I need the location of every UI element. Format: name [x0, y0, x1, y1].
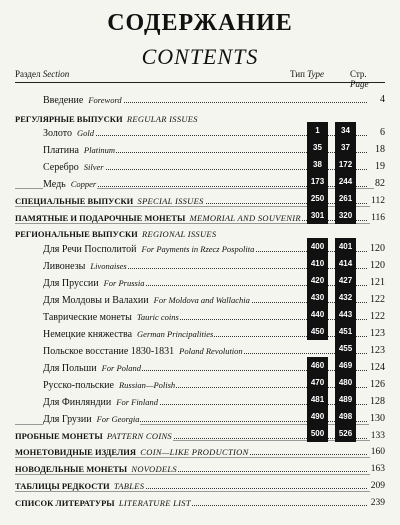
type-start-badge: 490 [307, 408, 328, 425]
type-end-badge: 320 [335, 207, 356, 224]
page-header: Стр. Page [350, 69, 369, 89]
entry-label [43, 363, 142, 374]
type-start-badge: 1 [307, 122, 328, 139]
entry-title-ru: ПРОБНЫЕ МОНЕТЫ [15, 431, 103, 441]
page-number: 163 [370, 461, 385, 477]
page-number: 126 [369, 377, 385, 393]
type-start-badge: 450 [307, 323, 328, 340]
entry-label [43, 162, 105, 173]
section-divider [15, 491, 385, 492]
page-number: 121 [369, 275, 385, 291]
page-title-ru: СОДЕРЖАНИЕ [107, 10, 293, 36]
column-header [15, 68, 385, 89]
entry-label [15, 213, 302, 223]
entry-title-ru: Для Пруссии [43, 278, 99, 289]
page-number: 120 [369, 241, 385, 257]
entry-title-ru: Русско-польские [43, 380, 114, 391]
entry-label [43, 128, 95, 139]
page-number: 120 [369, 258, 385, 274]
type-start-badge: 301 [307, 207, 328, 224]
toc-entry[interactable] [43, 142, 385, 158]
entry-label [15, 498, 192, 508]
page-number: 133 [370, 428, 385, 444]
entry-title-ru: Для Польши [43, 363, 97, 374]
toc-entry[interactable] [43, 394, 385, 410]
type-start-badge: 470 [307, 374, 328, 391]
entry-title-en: For Finland [116, 397, 159, 407]
entry-title-en: MEMORIAL AND SOUVENIR [189, 213, 301, 223]
type-start-badge: 500 [307, 425, 328, 442]
entry-label [43, 380, 176, 391]
entry-label [15, 114, 199, 124]
page-number: 18 [374, 142, 385, 158]
type-end-badge: 451 [335, 323, 356, 340]
toc-entry[interactable] [43, 176, 385, 192]
entry-title-en: Copper [70, 179, 97, 189]
type-end-badge: 34 [335, 122, 356, 139]
entry-title-ru: Золото [43, 128, 72, 139]
page-number: 209 [370, 478, 385, 494]
section-header: Раздел Section [15, 69, 70, 79]
toc-entry[interactable] [15, 495, 385, 511]
entry-title-en: For Payments in Rzecz Pospolita [141, 244, 255, 254]
toc-entry[interactable] [43, 360, 385, 376]
type-end-badge: 443 [335, 306, 356, 323]
entry-title-en: REGIONAL ISSUES [141, 229, 217, 239]
page-number: 122 [369, 292, 385, 308]
section-divider [15, 457, 385, 458]
entry-title-ru: Для Финляндии [43, 397, 112, 408]
entry-label [43, 261, 128, 272]
type-end-badge: 480 [335, 374, 356, 391]
type-start-badge: 35 [307, 139, 328, 156]
entry-label [15, 464, 178, 474]
entry-label [43, 95, 123, 106]
entry-label [43, 414, 140, 425]
page-number: 19 [374, 159, 385, 175]
section-divider [15, 223, 385, 224]
page-number: 116 [370, 210, 385, 226]
toc-entry[interactable] [43, 292, 385, 308]
entry-label [43, 179, 97, 190]
page-number: 122 [369, 309, 385, 325]
entry-label [15, 229, 217, 239]
entry-label [43, 145, 116, 156]
entry-title-en: Poland Revolution [179, 346, 243, 356]
entry-title-en: For Moldova and Wallachia [153, 295, 250, 305]
entry-title-en: For Prussia [103, 278, 145, 288]
entry-label [43, 244, 255, 255]
entry-title-ru: НОВОДЕЛЬНЫЕ МОНЕТЫ [15, 464, 128, 474]
type-start-badge: 460 [307, 357, 328, 374]
type-start-badge: 250 [307, 190, 328, 207]
type-start-badge: 400 [307, 238, 328, 255]
entry-title-en: Russian—Polish [118, 380, 176, 390]
entry-title-ru: Введение [43, 95, 84, 106]
type-header: Тип Type [290, 69, 324, 79]
entry-label [15, 481, 145, 491]
toc-entry[interactable] [43, 258, 385, 274]
page-number: 130 [369, 411, 385, 427]
entry-title-en: Foreword [88, 95, 122, 105]
entry-label [43, 295, 251, 306]
page-number: 128 [369, 394, 385, 410]
entry-title-ru: Серебро [43, 162, 79, 173]
toc-entry[interactable] [43, 159, 385, 175]
type-end-badge: 261 [335, 190, 356, 207]
entry-title-ru: Для Молдовы и Валахии [43, 295, 149, 306]
page-number: 123 [369, 343, 385, 359]
entry-title-en: Platinum [83, 145, 116, 155]
section-divider [15, 474, 385, 475]
entry-title-ru: Немецкие княжества [43, 329, 133, 340]
entry-title-en: NOVODELS [131, 464, 177, 474]
entry-title-en: German Principalities [137, 329, 214, 339]
type-start-badge: 420 [307, 272, 328, 289]
entry-label [43, 329, 214, 340]
entry-title-ru: Медь [43, 179, 66, 190]
page-number: 6 [379, 125, 385, 141]
entry-label [43, 397, 159, 408]
page-title-en: CONTENTS [141, 44, 259, 69]
toc-entry[interactable] [43, 343, 385, 359]
entry-title-ru: СПЕЦИАЛЬНЫЕ ВЫПУСКИ [15, 196, 134, 206]
section-divider [15, 206, 385, 207]
page-number: 82 [374, 176, 385, 192]
entry-title-ru: МОНЕТОВИДНЫЕ ИЗДЕЛИЯ [15, 447, 137, 457]
type-end-badge: 469 [335, 357, 356, 374]
type-start-badge: 173 [307, 173, 328, 190]
type-end-badge: 455 [335, 340, 356, 357]
entry-title-en: Gold [76, 128, 94, 138]
entry-title-en: SPECIAL ISSUES [137, 196, 204, 206]
entry-label [15, 196, 205, 206]
toc-entry[interactable] [43, 309, 385, 325]
entry-title-en: LITERATURE LIST [118, 498, 191, 508]
page-number: 112 [370, 193, 385, 209]
type-end-badge: 37 [335, 139, 356, 156]
type-end-badge: 489 [335, 391, 356, 408]
entry-title-en: PATTERN COINS [106, 431, 172, 441]
type-end-badge: 498 [335, 408, 356, 425]
type-start-badge: 430 [307, 289, 328, 306]
entry-title-en: For Georgia [96, 414, 140, 424]
entry-title-ru: Для Грузии [43, 414, 92, 425]
type-start-badge: 38 [307, 156, 328, 173]
entry-label [15, 447, 250, 457]
entry-title-en: Livonaises [90, 261, 127, 271]
entry-title-ru: Ливонезы [43, 261, 86, 272]
entry-title-ru: СПИСОК ЛИТЕРАТУРЫ [15, 498, 115, 508]
toc-entry[interactable] [15, 226, 385, 242]
entry-label [43, 346, 244, 357]
entry-title-en: COIN—LIKE PRODUCTION [140, 447, 249, 457]
page-number: 239 [370, 495, 385, 511]
entry-title-en: For Poland [101, 363, 142, 373]
type-start-badge: 440 [307, 306, 328, 323]
entry-title-ru: РЕГИОНАЛЬНЫЕ ВЫПУСКИ [15, 229, 138, 239]
type-start-badge: 481 [307, 391, 328, 408]
type-end-badge: 414 [335, 255, 356, 272]
entry-title-ru: РЕГУЛЯРНЫЕ ВЫПУСКИ [15, 114, 123, 124]
entry-label [43, 278, 145, 289]
type-end-badge: 244 [335, 173, 356, 190]
entry-title-en: REGULAR ISSUES [126, 114, 198, 124]
page-number: 124 [369, 360, 385, 376]
toc-entry[interactable] [43, 241, 385, 257]
entry-title-en: Silver [83, 162, 104, 172]
page-number: 123 [369, 326, 385, 342]
type-end-badge: 427 [335, 272, 356, 289]
entry-title-en: TABLES [113, 481, 145, 491]
entry-title-ru: Для Речи Посполитой [43, 244, 137, 255]
entry-label [15, 431, 173, 441]
page-number: 4 [379, 92, 385, 108]
page-number: 160 [370, 444, 385, 460]
toc-entry[interactable] [43, 125, 385, 141]
toc-entry[interactable] [15, 428, 385, 444]
entry-title-ru: Платина [43, 145, 79, 156]
entry-title-ru: Польское восстание 1830-1831 [43, 346, 175, 357]
entry-title-ru: ПАМЯТНЫЕ И ПОДАРОЧНЫЕ МОНЕТЫ [15, 213, 186, 223]
entry-title-en: Tauric coins [136, 312, 179, 322]
type-start-badge: 410 [307, 255, 328, 272]
toc-entry[interactable] [43, 92, 385, 108]
type-end-badge: 401 [335, 238, 356, 255]
entry-title-ru: Таврические монеты [43, 312, 132, 323]
toc-entry[interactable] [43, 275, 385, 291]
type-end-badge: 172 [335, 156, 356, 173]
type-end-badge: 432 [335, 289, 356, 306]
entry-label [43, 312, 180, 323]
type-end-badge: 526 [335, 425, 356, 442]
entry-title-ru: ТАБЛИЦЫ РЕДКОСТИ [15, 481, 110, 491]
toc-entry[interactable] [43, 377, 385, 393]
toc-entry[interactable] [43, 326, 385, 342]
